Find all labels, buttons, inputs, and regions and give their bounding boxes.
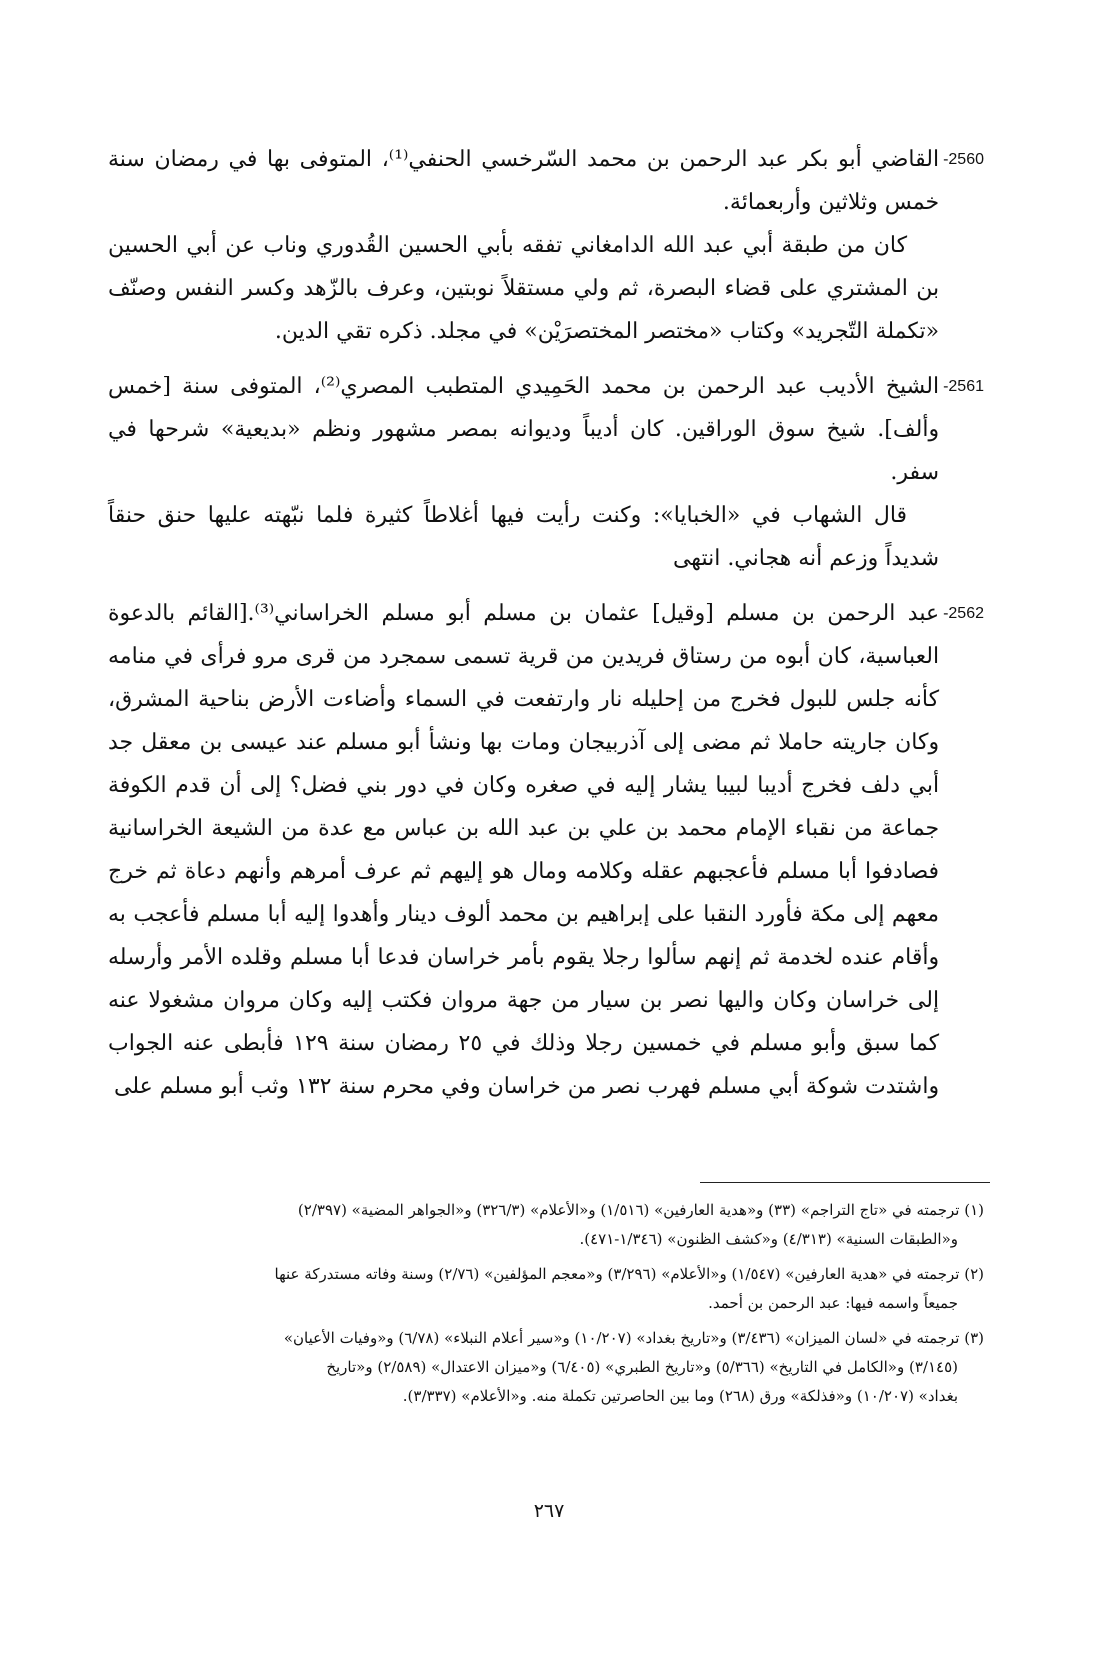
entry-heading-paragraph: القاضي أبو بكر عبد الرحمن بن محمد السّرخسي الحنفي⁽¹⁾، المتوفى بها في رمضان سنة خمس وثلاثين وأربعمائة. <box>108 147 940 215</box>
entry-number: 2562- <box>943 605 984 622</box>
footnote-line: (٣/١٤٥) و«الكامل في التاريخ» (٥/٣٦٦) و«تاريخ الطبري» (٦/٤٠٥) و«ميزان الاعتدال» (٢/٥٨٩) و«تاريخ <box>326 1358 958 1376</box>
entry-body <box>108 592 939 1108</box>
entry-2561 <box>108 365 984 580</box>
entry-number: 2560- <box>943 151 984 168</box>
footnote-line: و«الطبقات السنية» (٤/٣١٣) و«كشف الظنون» (١/٣٤٦-٤٧١). <box>579 1230 958 1248</box>
entry-body <box>108 365 939 580</box>
footnote-line: بغداد» (١٠/٢٠٧) و«فذلكة» ورق (٢٦٨) وما بين الحاصرتين تكملة منه. و«الأعلام» (٣/٣٣٧). <box>402 1387 958 1405</box>
entry-heading-paragraph: عبد الرحمن بن مسلم [وقيل] عثمان بن مسلم أبو مسلم الخراساني⁽³⁾.[القائم بالدعوة العباسية، كان أبوه من رستاق فريدين من قرية تسمى سمجرد من قرى مرو فرأى في منامه كأنه جلس للبول فخرج من إحليله نار وارتفعت في السماء وأضاءت الأرض بناحية المشرق، وكان جاريته حاملا ثم مضى إلى آذربيجان ومات بها ونشأ أبو مسلم عند عيسى بن معقل جد أبي دلف فخرج أديبا لبيبا يشار إليه في صغره وكان في دور بني فضل؟ إلى أن قدم الكوفة جماعة من نقباء الإمام محمد بن علي بن عبد الله بن عباس مع عدة من الشيعة الخراسانية فصادفوا أبا مسلم فأعجبهم عقله وكلامه ومال هو إليهم ثم عرف أمرهم وأنهم دعاة ثم خرج معهم إلى مكة فأورد النقبا على إبراهيم بن محمد ألوف دينار وأهدوا إليه أبا مسلم فأعجب به وأقام عنده لخدمة ثم إنهم سألوا رجلا يقوم بأمر خراسان فدعا أبا مسلم وقلده الأمر وأرسله إلى خراسان وكان واليها نصر بن سيار من جهة مروان فكتب إليه وكان مروان مشغولا عنه كما سبق وأبو مسلم في خمسين رجلا وذلك في ٢٥ رمضان سنة ١٢٩ فأبطى عنه الجواب واشتدت شوكة أبي مسلم فهرب نصر من خراسان وفي محرم سنة ١٣٢ وثب أبو مسلم على <box>108 601 940 1099</box>
footnote-line: (٢) ترجمته في «هدية العارفين» (١/٥٤٧) و«الأعلام» (٣/٢٩٦) و«معجم المؤلفين» (٢/٧٦) وسنة وفاته مستدركة عنها <box>274 1265 984 1283</box>
entry-2562 <box>108 592 984 1108</box>
entry-head <box>108 365 984 580</box>
footnote-line: جميعاً واسمه فيها: عبد الرحمن بن أحمد. <box>708 1294 958 1312</box>
footnote-1 <box>108 1196 984 1254</box>
entry-paragraph: كان من طبقة أبي عبد الله الدامغاني تفقه بأبي الحسين القُدوري وناب عن أبي الحسين بن المشتري على قضاء البصرة، ثم ولي مستقلاً نوبتين، وعرف بالزّهد وكسر النفس وصنّف «تكملة التّجريد» وكتاب «مختصر المختصرَيْن» في مجلد. ذكره تقي الدين. <box>108 233 940 344</box>
entry-heading-paragraph: الشيخ الأديب عبد الرحمن بن محمد الحَمِيدي المتطبب المصري⁽²⁾، المتوفى سنة [خمس وألف]. شيخ سوق الوراقين. كان أديباً وديوانه بمصر مشهور ونظم «بديعية» شرحها في سفر. <box>108 374 940 485</box>
page-number: ٢٦٧ <box>533 1500 565 1522</box>
main-text <box>108 138 984 1120</box>
entry-paragraph: قال الشهاب في «الخبايا»: وكنت رأيت فيها أغلاطاً كثيرة فلما نبّهته عليها حنق حنقاً شديداً وزعم أنه هجاني. انتهى <box>108 503 940 571</box>
footnote-divider <box>700 1182 990 1183</box>
entry-body <box>108 138 939 353</box>
footnote-2 <box>108 1260 984 1318</box>
footnote-3 <box>108 1324 984 1411</box>
entry-head <box>108 592 984 1108</box>
entry-head <box>108 138 984 353</box>
entry-2560 <box>108 138 984 353</box>
footnote-line: (٣) ترجمته في «لسان الميزان» (٣/٤٣٦) و«تاريخ بغداد» (١٠/٢٠٧) و«سير أعلام النبلاء» (٦/٧٨) و«وفيات الأعيان» <box>283 1329 984 1347</box>
footnote-line: (١) ترجمته في «تاج التراجم» (٣٣) و«هدية العارفين» (١/٥١٦) و«الأعلام» (٣٢٦/٣) و«الجواهر المضية» (٢/٣٩٧) <box>297 1201 984 1219</box>
entry-number: 2561- <box>943 378 984 395</box>
footnotes <box>108 1196 984 1417</box>
